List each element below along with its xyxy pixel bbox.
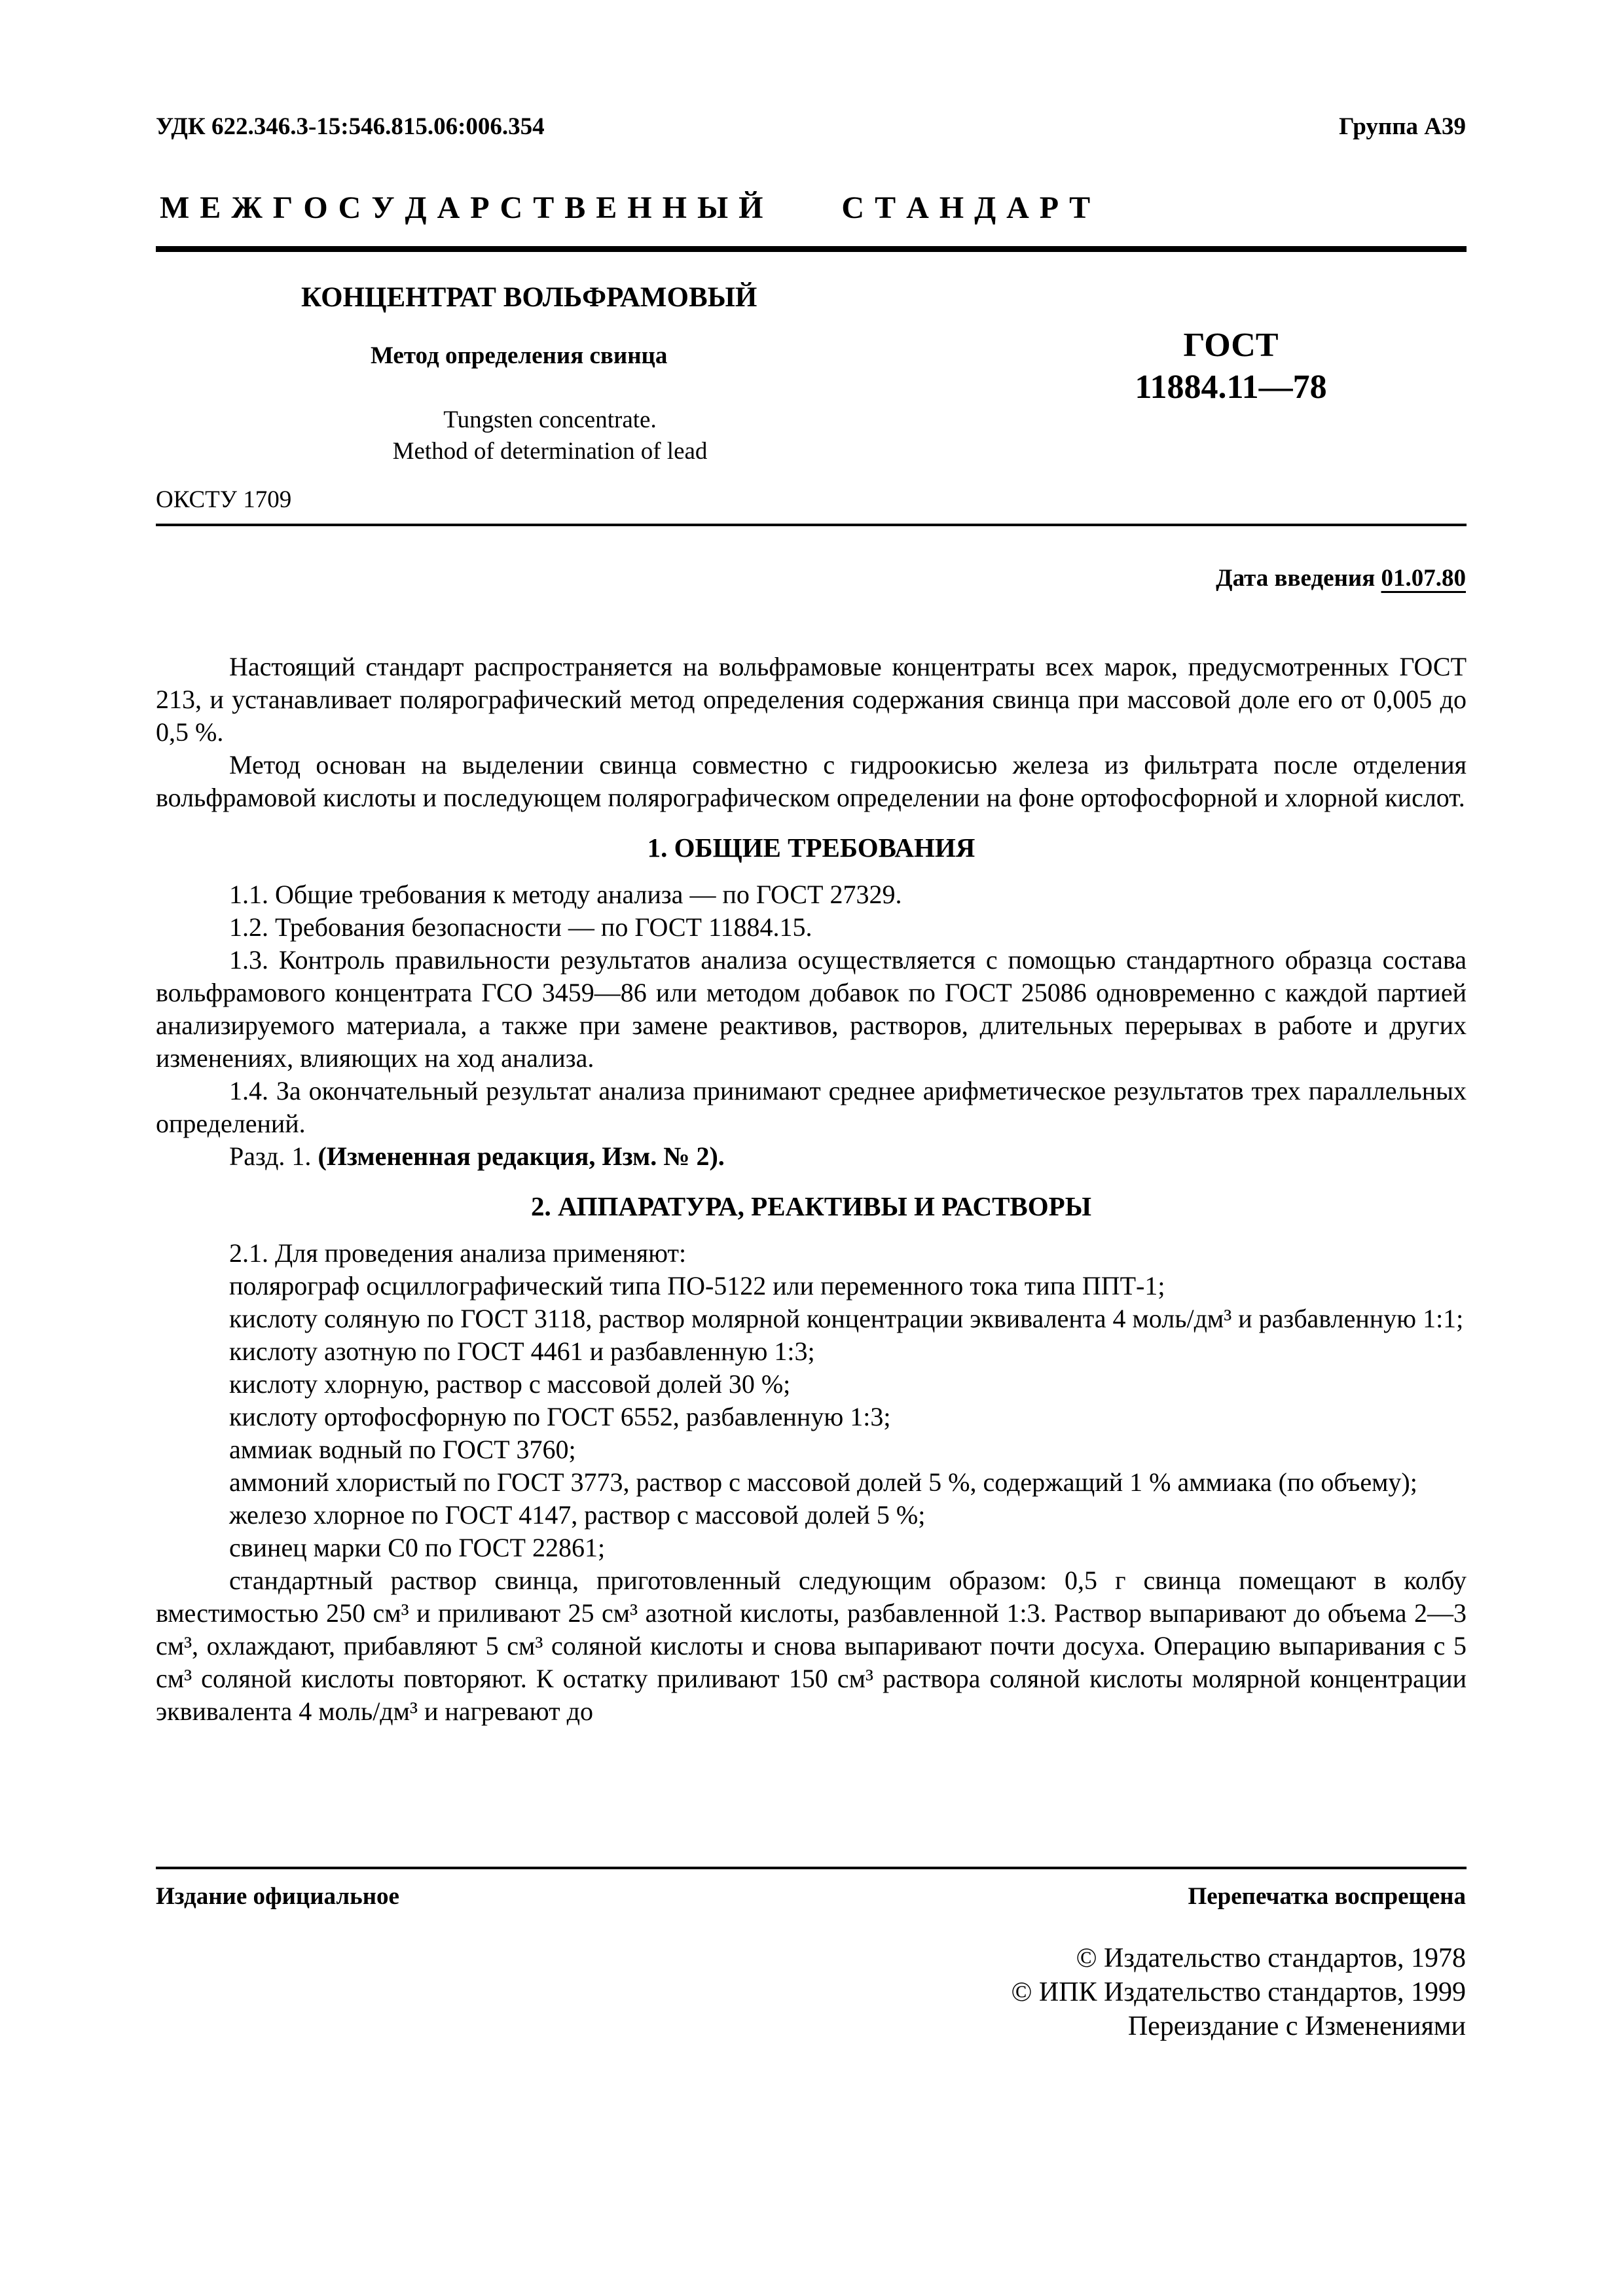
gost-label: ГОСТ bbox=[1183, 327, 1279, 364]
standard-type-word-2: С Т А Н Д А Р Т bbox=[841, 190, 1092, 225]
copyright-block bbox=[1011, 1941, 1466, 2043]
section-1-item: 1.3. Контроль правильности результатов анализа осуществляется с помощью стандартного образца состава вольфрамового концентрата ГСО 3459—86 или методом добавок по ГОСТ 25086 одновременно с каждой партией анализируемого материала, а также при замене реактивов, растворов, длительных перерывах в работе и других изменениях, влияющих на ход анализа. bbox=[156, 945, 1467, 1073]
section-1-note-prefix: Разд. 1. bbox=[229, 1141, 312, 1171]
intro-paragraph-2: Метод основан на выделении свинца совместно с гидроокисью железа из фильтрата после отделения вольфрамовой кислоты и последующем полярографическом определении на фоне ортофосфорной и хлорной кислот. bbox=[156, 750, 1467, 812]
reprint-prohibited-label: Перепечатка воспрещена bbox=[1188, 1883, 1466, 1910]
section-2-item: полярограф осциллографический типа ПО-5122 или переменного тока типа ППТ-1; bbox=[229, 1271, 1165, 1300]
section-2-item: кислоту хлорную, раствор с массовой долей 30 %; bbox=[229, 1369, 791, 1399]
section-2-item: железо хлорное по ГОСТ 4147, раствор с массовой долей 5 %; bbox=[229, 1500, 926, 1530]
section-1-item: 1.2. Требования безопасности — по ГОСТ 11884.15. bbox=[229, 912, 812, 942]
section-1-item: 1.4. За окончательный результат анализа принимают среднее арифметическое результатов трех параллельных определений. bbox=[156, 1076, 1467, 1138]
gost-designation bbox=[1113, 325, 1349, 408]
udk-code: УДК 622.346.3-15:546.815.06:006.354 bbox=[156, 113, 545, 140]
intro-paragraph-1: Настоящий стандарт распространяется на вольфрамовые концентраты всех марок, предусмотренных ГОСТ 213, и устанавливает полярографический метод определения содержания свинца при массовой доле его от 0,005 до 0,5 %. bbox=[156, 652, 1467, 747]
document-body bbox=[156, 651, 1467, 1728]
group-code: Группа А39 bbox=[1339, 113, 1466, 140]
section-2-item: кислоту азотную по ГОСТ 4461 и разбавленную 1:3; bbox=[229, 1336, 815, 1366]
title-divider bbox=[156, 524, 1467, 526]
document-title: КОНЦЕНТРАТ ВОЛЬФРАМОВЫЙ bbox=[301, 282, 757, 313]
standard-type-heading bbox=[160, 190, 1091, 226]
effective-date-value: 01.07.80 bbox=[1381, 565, 1466, 592]
section-2-item: стандартный раствор свинца, приготовленный следующим образом: 0,5 г свинца помещают в колбу вместимостью 250 см³ и приливают 25 см³ азотной кислоты, разбавленной 1:3. Раствор выпаривают до объема 2—3 см³, охлаждают, прибавляют 5 см³ соляной кислоты и снова выпаривают почти досуха. Операцию выпаривания с 5 см³ соляной кислоты повторяют. К остатку приливают 150 см³ раствора соляной кислоты молярной концентрации эквивалента 4 моль/дм³ и нагревают до bbox=[156, 1566, 1467, 1726]
footer-divider bbox=[156, 1867, 1467, 1869]
section-1-item: 1.1. Общие требования к методу анализа — по ГОСТ 27329. bbox=[229, 880, 902, 909]
effective-date-label: Дата введения bbox=[1216, 565, 1376, 592]
english-title bbox=[340, 404, 759, 467]
header-divider bbox=[156, 246, 1467, 252]
standard-type-word-1: М Е Ж Г О С У Д А Р С Т В Е Н Н Ы Й bbox=[160, 190, 765, 225]
section-2-item: свинец марки С0 по ГОСТ 22861; bbox=[229, 1533, 606, 1562]
section-2-item: аммоний хлористый по ГОСТ 3773, раствор с массовой долей 5 %, содержащий 1 % аммиака (по объему); bbox=[229, 1467, 1417, 1497]
section-1-note-amendment: (Измененная редакция, Изм. № 2). bbox=[318, 1141, 725, 1171]
gost-number: 11884.11—78 bbox=[1135, 368, 1327, 406]
section-1-heading: 1. ОБЩИЕ ТРЕБОВАНИЯ bbox=[647, 833, 976, 863]
english-title-line-1: Tungsten concentrate. bbox=[443, 406, 657, 433]
copyright-line-2: © ИПК Издательство стандартов, 1999 bbox=[1011, 1977, 1466, 2007]
official-edition-label: Издание официальное bbox=[156, 1883, 399, 1910]
effective-date bbox=[1216, 564, 1466, 592]
english-title-line-2: Method of determination of lead bbox=[392, 438, 708, 465]
copyright-line-1: © Издательство стандартов, 1978 bbox=[1076, 1943, 1466, 1973]
reissue-line: Переиздание с Изменениями bbox=[1127, 2011, 1466, 2041]
section-2-item: кислоту ортофосфорную по ГОСТ 6552, разбавленную 1:3; bbox=[229, 1402, 891, 1431]
section-2-lead: 2.1. Для проведения анализа применяют: bbox=[229, 1238, 687, 1268]
section-2-item: кислоту соляную по ГОСТ 3118, раствор молярной концентрации эквивалента 4 моль/дм³ и разбавленную 1:1; bbox=[229, 1304, 1464, 1333]
document-subtitle: Метод определения свинца bbox=[371, 342, 668, 369]
section-1-note bbox=[156, 1140, 1467, 1173]
section-2-heading: 2. АППАРАТУРА, РЕАКТИВЫ И РАСТВОРЫ bbox=[531, 1191, 1091, 1221]
section-2-item: аммиак водный по ГОСТ 3760; bbox=[229, 1435, 576, 1464]
okstu-code: ОКСТУ 1709 bbox=[156, 486, 292, 513]
